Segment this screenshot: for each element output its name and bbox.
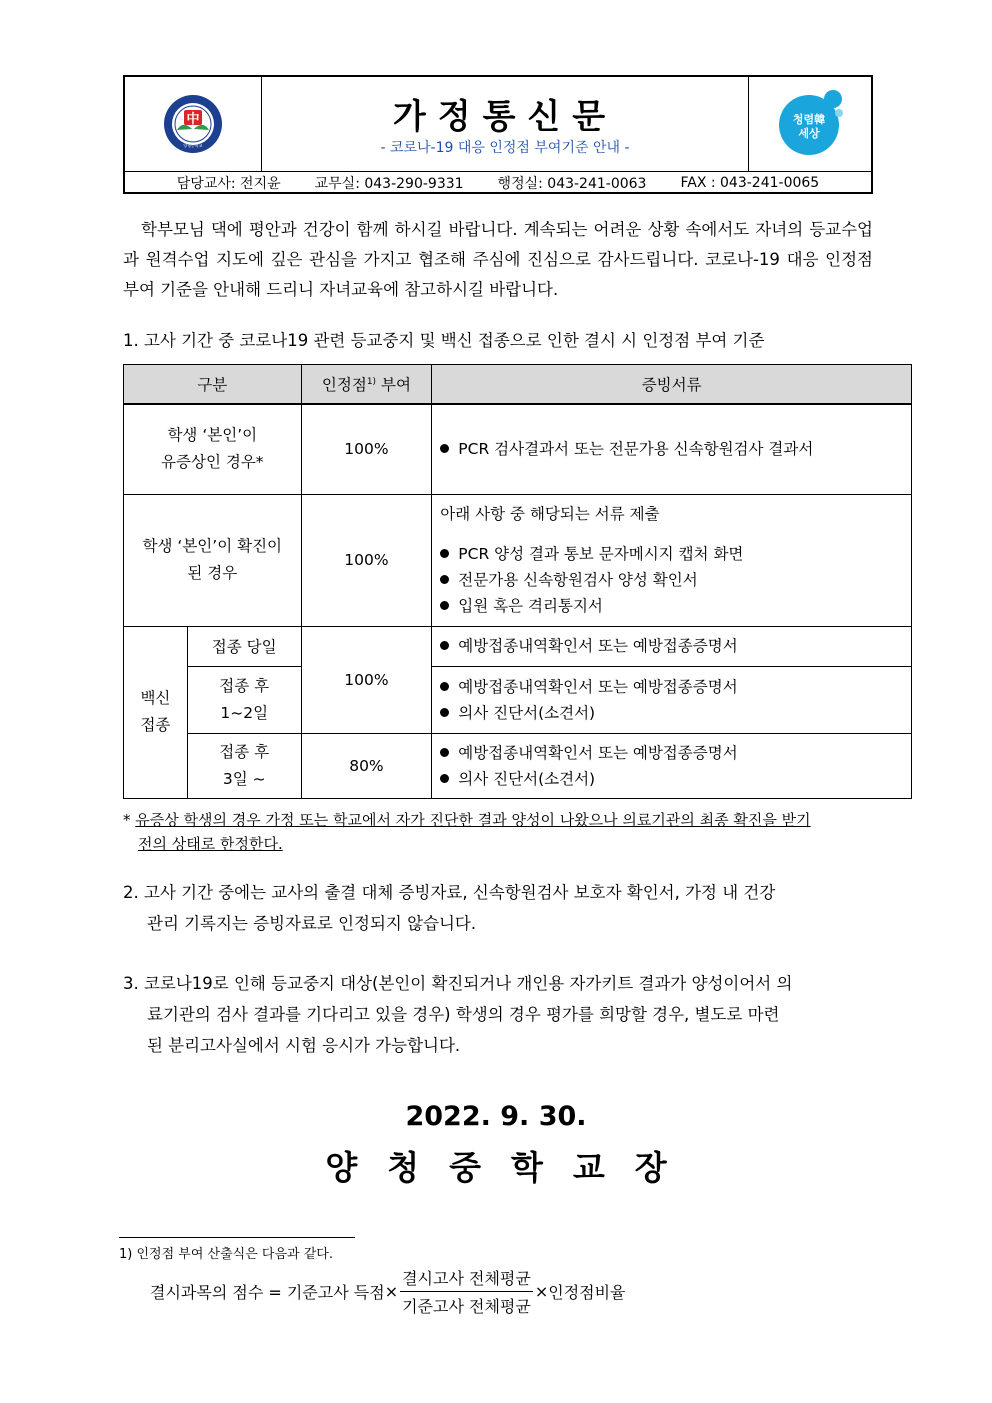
svg-text:양청중학교: 양청중학교 xyxy=(183,143,203,148)
row3-documents: 예방접종내역확인서 또는 예방접종증명서 xyxy=(432,626,912,666)
row5-documents: 예방접종내역확인서 또는 예방접종증명서 의사 진단서(소견서) xyxy=(432,733,912,798)
vaccine-label: 백신 접종 xyxy=(124,626,188,798)
row34-percent: 100% xyxy=(301,626,432,733)
section-3: 3. 코로나19로 인해 등교중지 대상(본인이 확진되거나 개인용 자가키트 결과가 양성이어서 의 료기관의 검사 결과를 기다리고 있을 경우) 학생의 경우 평가를 희망할 경우, 별도로 마련 된 분리고사실에서 시험 응시가 가능합니다. xyxy=(123,974,793,1055)
integrity-logo-icon xyxy=(773,85,847,159)
bullet-icon xyxy=(440,575,449,584)
page-title: 가정통신문 xyxy=(392,97,618,137)
school-logo-cell xyxy=(125,77,262,171)
row4-documents: 예방접종내역확인서 또는 예방접종증명서 의사 진단서(소견서) xyxy=(432,666,912,733)
row5-percent: 80% xyxy=(301,733,432,798)
col-header-documents: 증빙서류 xyxy=(432,365,912,405)
principal-signature: 양청중학교장 xyxy=(325,1148,697,1187)
bullet-icon xyxy=(440,444,449,453)
bullet-icon xyxy=(440,708,449,717)
intro-paragraph: 학부모님 댁에 평안과 건강이 함께 하시길 바랍니다. 계속되는 어려운 상황 속에서도 자녀의 등교수업과 원격수업 지도에 깊은 관심을 가지고 협조해 주심에 진심으로 감사드립니다. 코로나-19 대응 인정점 부여 기준을 안내해 드리니 자녀교육에 참고하시길 바랍니다. xyxy=(123,220,873,299)
teacher-name: 담당교사: 전지윤 xyxy=(176,175,281,192)
document-date: 2022. 9. 30. xyxy=(405,1101,587,1132)
table-row xyxy=(124,626,912,666)
row2-label: 학생 ‘본인’이 확진이 된 경우 xyxy=(124,494,302,626)
section-2: 2. 고사 기간 중에는 교사의 출결 대체 증빙자료, 신속항원검사 보호자 확인서, 가정 내 건강 관리 기록지는 증빙자료로 인정되지 않습니다. xyxy=(123,883,776,933)
table-footnote: * 유증상 학생의 경우 가정 또는 학교에서 자가 진단한 결과 양성이 나왔으나 의료기관의 최종 확진을 받기 전의 상태로 한정한다. xyxy=(123,811,811,853)
row2-documents: 아래 사항 중 해당되는 서류 제출 PCR 양성 결과 통보 문자메시지 캡처 화면 전문가용 신속항원검사 양성 확인서 입원 혹은 격리통지서 xyxy=(432,494,912,626)
bullet-icon xyxy=(440,774,449,783)
row1-percent: 100% xyxy=(301,404,432,494)
bullet-icon xyxy=(440,549,449,558)
admin-phone: 행정실: 043-241-0063 xyxy=(497,175,647,192)
svg-text:세상: 세상 xyxy=(798,127,820,140)
row1-label: 학생 ‘본인’이 유증상인 경우* xyxy=(124,404,302,494)
section-1-heading: 1. 고사 기간 중 코로나19 관련 등교중지 및 백신 접종으로 인한 결시 시 인정점 부여 기준 xyxy=(123,331,765,350)
row3-label: 접종 당일 xyxy=(187,626,301,666)
contact-info xyxy=(125,171,871,194)
footnote-text: 1) 인정점 부여 산출식은 다음과 같다. xyxy=(119,1247,333,1262)
office-phone: 교무실: 043-290-9331 xyxy=(314,175,464,192)
header-box xyxy=(123,75,873,194)
header-top xyxy=(125,77,871,172)
row2-percent: 100% xyxy=(301,494,432,626)
footnote-divider xyxy=(119,1237,355,1238)
criteria-table xyxy=(123,364,912,799)
page-subtitle: - 코로나-19 대응 인정점 부여기준 안내 - xyxy=(380,140,630,156)
points-formula: 결시과목의 점수 = 기준고사 득점 × $\frac{\text{결시고사 전체평균}}{\text{기준고사 전체평균}}$ × 인정점비율 xyxy=(150,1266,626,1317)
integrity-logo-cell xyxy=(748,77,871,171)
table-row xyxy=(124,666,912,733)
row5-label: 접종 후 3일 ~ xyxy=(187,733,301,798)
row1-documents: PCR 검사결과서 또는 전문가용 신속항원검사 결과서 xyxy=(432,404,912,494)
bullet-icon xyxy=(440,748,449,757)
svg-text:청렴韓: 청렴韓 xyxy=(792,113,826,126)
table-row xyxy=(124,404,912,494)
fax-number: FAX : 043-241-0065 xyxy=(680,174,820,191)
school-logo-icon xyxy=(163,94,223,154)
row4-label: 접종 후 1~2일 xyxy=(187,666,301,733)
school-logo-char: 中 xyxy=(186,112,200,127)
bullet-icon xyxy=(440,682,449,691)
table-row xyxy=(124,494,912,626)
formula-fraction: $\frac{\text{결시고사 전체평균}}{\text{기준고사 전체평균}}$ xyxy=(400,1266,533,1317)
bullet-icon xyxy=(440,641,449,650)
table-header-row xyxy=(124,365,912,405)
col-header-points: 인정점$^{1)}$ 부여 xyxy=(301,365,432,405)
bullet-icon xyxy=(440,601,449,610)
col-header-category: 구분 xyxy=(124,365,302,405)
table-row xyxy=(124,733,912,798)
